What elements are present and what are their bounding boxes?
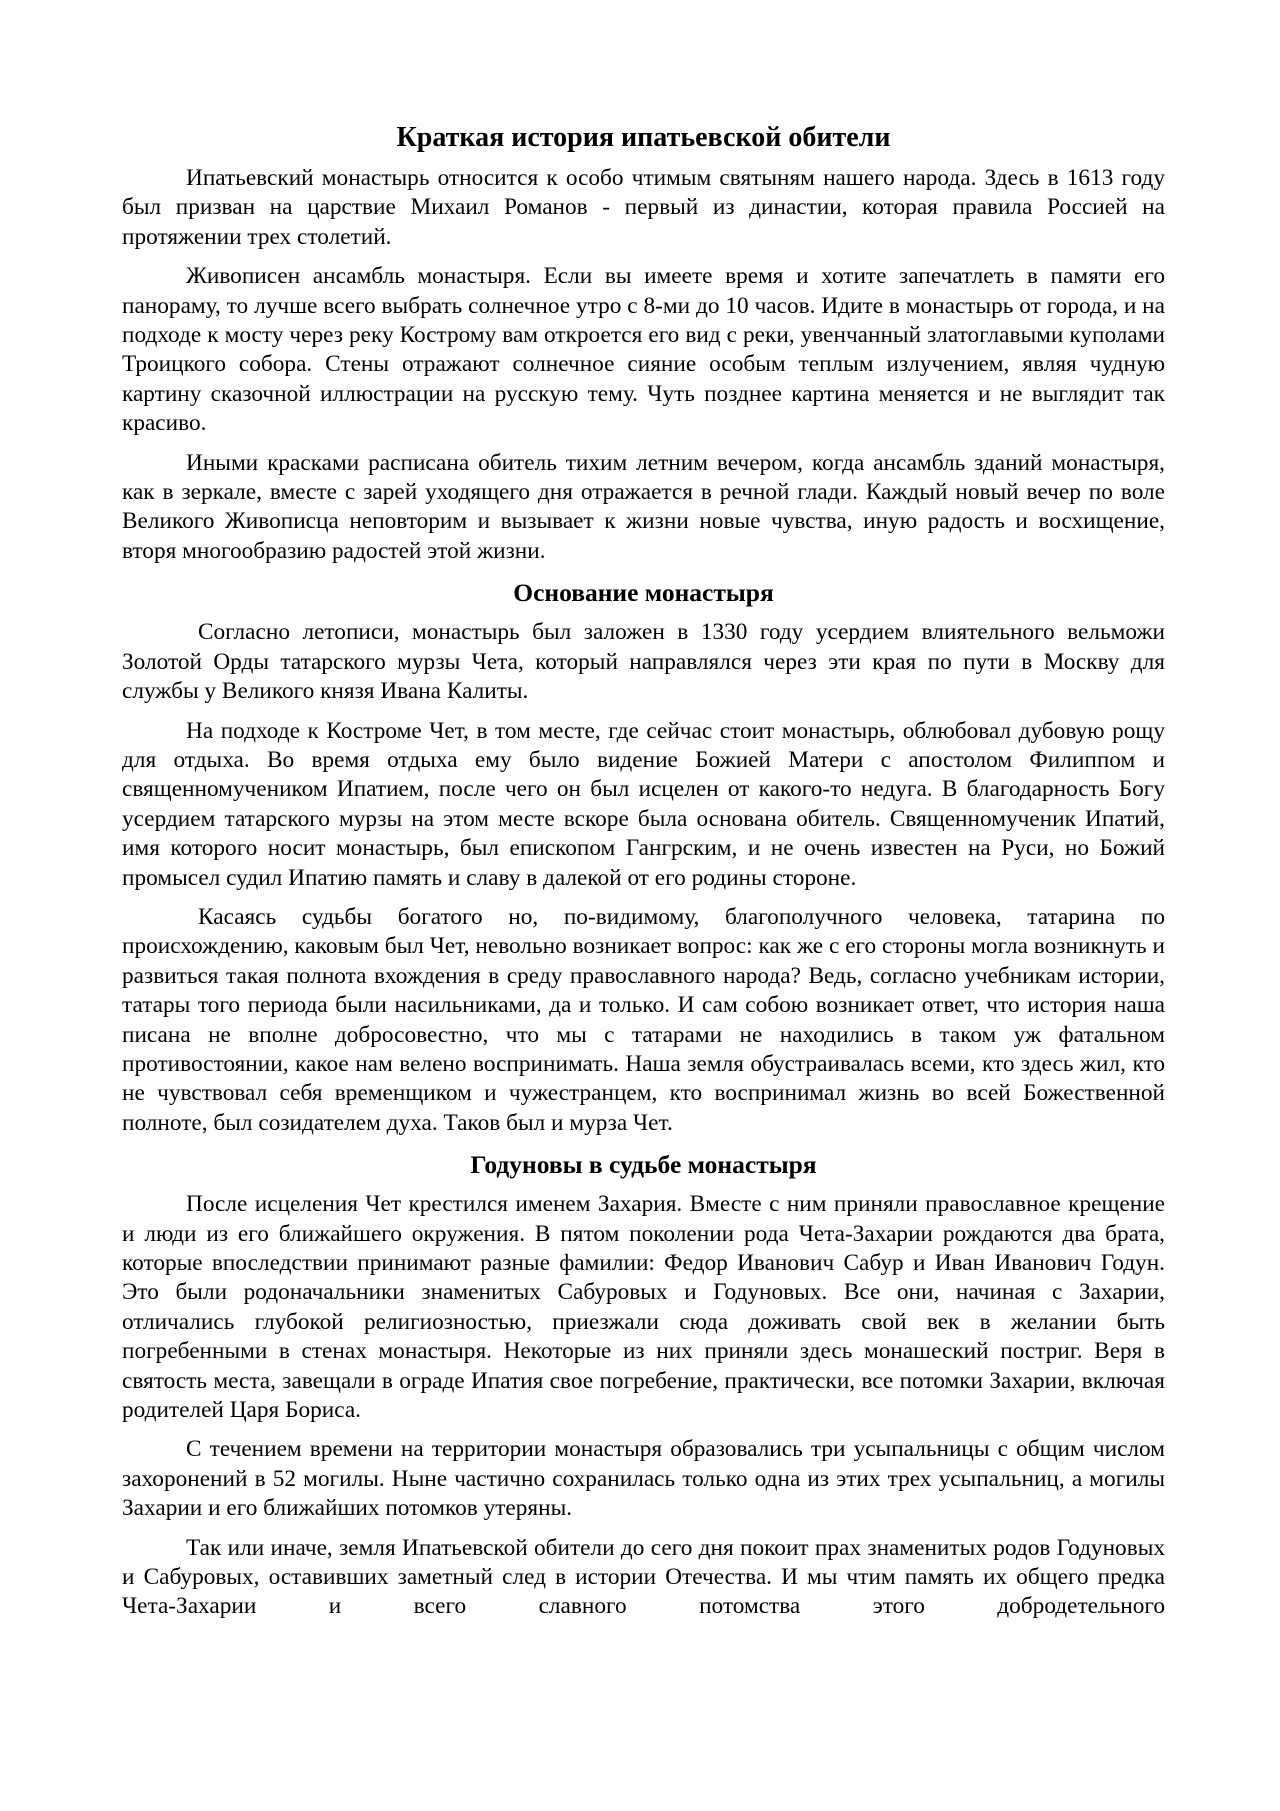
section-heading-founding: Основание монастыря	[513, 578, 774, 608]
section-paragraph: На подходе к Костроме Чет, в том месте, где сейчас стоит монастырь, облюбовал дубовую рощу для отдыха. Во время отдыха ему было видение Божией Матери с апостолом Филиппом и священномучеником Ипатием, после чего он был исцелен от какого-то недуга. В благодарность Богу усердием татарского мурзы на этом месте вскоре была основана обитель. Священномученик Ипатий, имя которого носит монастырь, был епископом Гангрским, и не очень известен на Руси, но Божий промысел судил Ипатию память и славу в далекой от его родины стороне.	[122, 717, 1165, 891]
section-heading-godunovs: Годуновы в судьбе монастыря	[470, 1150, 817, 1180]
intro-paragraph: Иными красками расписана обитель тихим летним вечером, когда ансамбль зданий монастыря, как в зеркале, вместе с зарей уходящего дня отражается в речной глади. Каждый новый вечер по воле Великого Живописца неповторим и вызывает к жизни новые чувства, иную радость и восхищение, вторя многообразию радостей этой жизни.	[122, 449, 1165, 564]
section-paragraph: С течением времени на территории монастыря образовались три усыпальницы с общим числом захоронений в 52 могилы. Ныне частично сохранилась только одна из этих трех усыпальниц, а могилы Захарии и его ближайших потомков утеряны.	[122, 1436, 1165, 1522]
section-paragraph: Касаясь судьбы богатого но, по-видимому, благополучного человека, татарина по происхождению, каковым был Чет, невольно возникает вопрос: как же с его стороны могла возникнуть и развиться такая полнота вхождения в среду православного народа? Ведь, согласно учебникам истории, татары того периода были насильниками, да и только. И сам собою возникает ответ, что история наша писана не вполне добросовестно, что мы с татарами не находились в таком уж фатальном противостоянии, какое нам велено воспринимать. Наша земля обустраивалась всеми, кто здесь жил, кто не чувствовал себя временщиком и чужестранцем, кто воспринимал жизнь во всей Божественной полноте, был созидателем духа. Таков был и мурза Чет.	[122, 903, 1165, 1136]
section-paragraph: Согласно летописи, монастырь был заложен в 1330 году усердием влиятельного вельможи Золотой Орды татарского мурзы Чета, который направлялся через эти края по пути в Москву для службы у Великого князя Ивана Калиты.	[122, 619, 1165, 705]
intro-paragraph: Ипатьевский монастырь относится к особо чтимым святыням нашего народа. Здесь в 1613 году был призван на царствие Михаил Романов - первый из династии, которая правила Россией на протяжении трех столетий.	[122, 165, 1165, 250]
document-page	[122, 118, 1165, 1622]
intro-paragraph: Живописен ансамбль монастыря. Если вы имеете время и хотите запечатлеть в памяти его панораму, то лучше всего выбрать солнечное утро с 8-ми до 10 часов. Идите в монастырь от города, и на подходе к мосту через реку Кострому вам откроется его вид с реки, увенчанный златоглавыми куполами Троицкого собора. Стены отражают солнечное сияние особым теплым излучением, являя чудную картину сказочной иллюстрации на русскую тему. Чуть позднее картина меняется и не выглядит так красиво.	[122, 263, 1165, 437]
document-title: Краткая история ипатьевской обители	[396, 122, 891, 153]
section-paragraph: После исцеления Чет крестился именем Захария. Вместе с ним приняли православное крещение и люди из его ближайшего окружения. В пятом поколении рода Чета-Захарии рождаются два брата, которые впоследствии принимают разные фамилии: Федор Иванович Сабур и Иван Иванович Годун. Это были родоначальники знаменитых Сабуровых и Годуновых. Все они, начиная с Захарии, отличались глубокой религиозностью, приезжали сюда доживать свой век в желании быть погребенными в стенах монастыря. Некоторые из них приняли здесь монашеский постриг. Веря в святость места, завещали в ограде Ипатия свое погребение, практически, все потомки Захарии, включая родителей Царя Бориса.	[122, 1191, 1165, 1424]
section-paragraph: Так или иначе, земля Ипатьевской обители до сего дня покоит прах знаменитых родов Годуновых и Сабуровых, оставивших заметный след в истории Отечества. И мы чтим память их общего предка Чета-Захарии и всего славного потомства этого добродетельного	[122, 1534, 1165, 1620]
